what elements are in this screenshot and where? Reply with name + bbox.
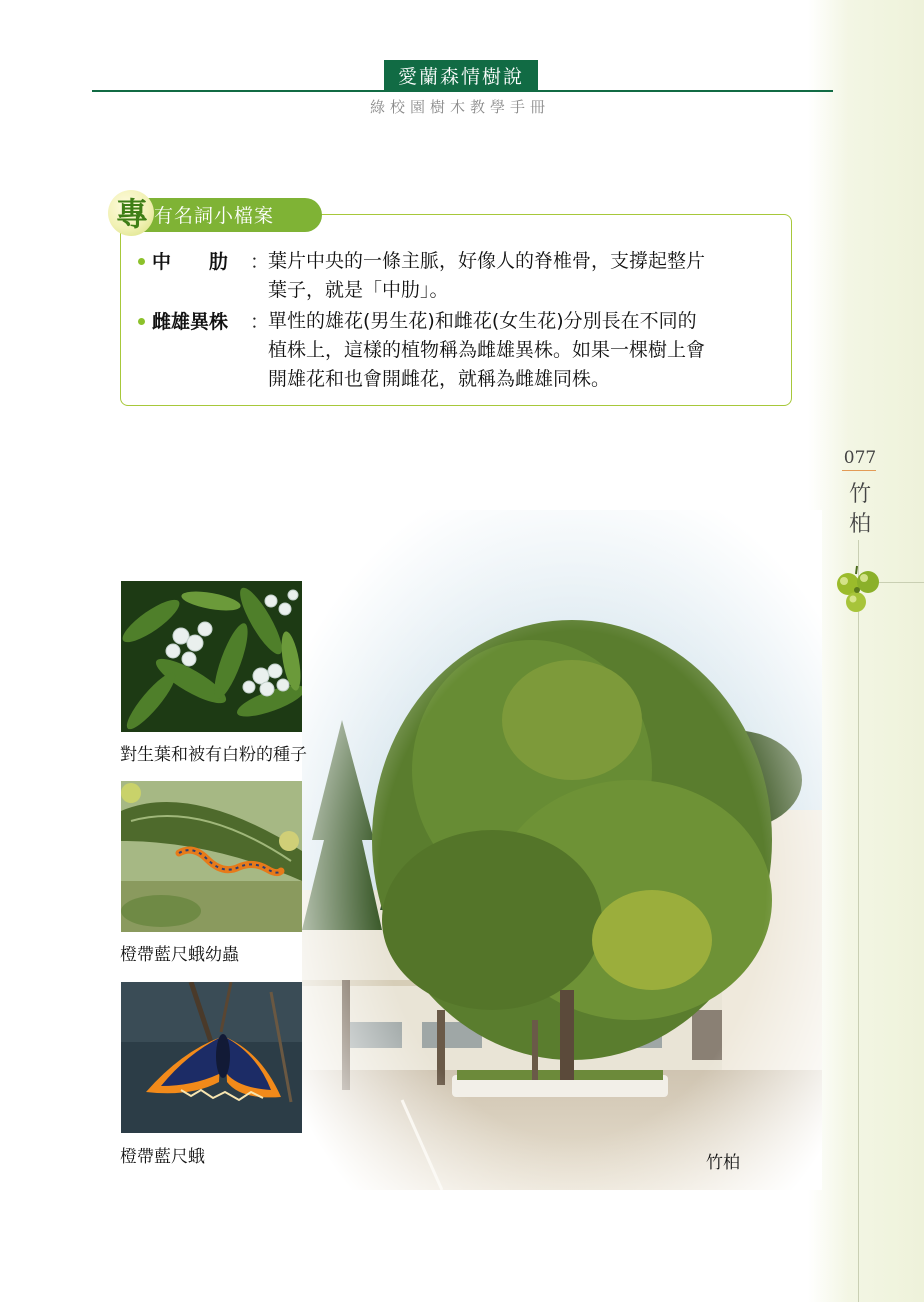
term-name-midrib: 中 肋 xyxy=(152,251,229,273)
tree-caption: 竹柏 xyxy=(706,1153,740,1173)
term-definition-dioecious: 單性的雄花(男生花)和雌花(女生花)分別長在不同的 植株上，這樣的植物稱為雌雄異株。如果一棵樹上會 開雄花和也會開雌花，就稱為雌雄同株。 xyxy=(268,310,706,390)
larva-photo xyxy=(121,781,302,932)
term-colon: ： xyxy=(250,251,270,273)
page-number-underline xyxy=(842,470,876,471)
term-colon: ： xyxy=(250,311,270,333)
side-margin-strip xyxy=(808,0,924,1302)
book-subtitle: 綠校園樹木教學手冊 xyxy=(369,98,550,116)
moth-caption: 橙帶藍尺蛾 xyxy=(120,1147,205,1167)
glossary-heading: 有名詞小檔案 xyxy=(154,205,275,227)
seeds-caption: 對生葉和被有白粉的種子 xyxy=(120,745,307,765)
page-number: 077 xyxy=(843,448,877,468)
section-title: 竹柏 xyxy=(848,482,871,537)
seeds-photo xyxy=(121,581,302,732)
glossary-badge-char: 專 xyxy=(115,195,148,233)
fruit-cluster-icon xyxy=(826,560,894,616)
header-rule xyxy=(92,90,833,92)
moth-photo xyxy=(121,982,302,1133)
larva-caption: 橙帶藍尺蛾幼蟲 xyxy=(120,945,239,965)
bullet-icon xyxy=(138,318,145,325)
book-title: 愛蘭森情樹說 xyxy=(384,60,538,90)
tree-photo xyxy=(302,510,822,1190)
side-vertical-rule xyxy=(858,540,859,1302)
term-definition-midrib: 葉片中央的一條主脈，好像人的脊椎骨，支撐起整片 葉子，就是「中肋」。 xyxy=(268,250,706,301)
term-name-dioecious: 雌雄異株 xyxy=(152,311,229,333)
bullet-icon xyxy=(138,258,145,265)
